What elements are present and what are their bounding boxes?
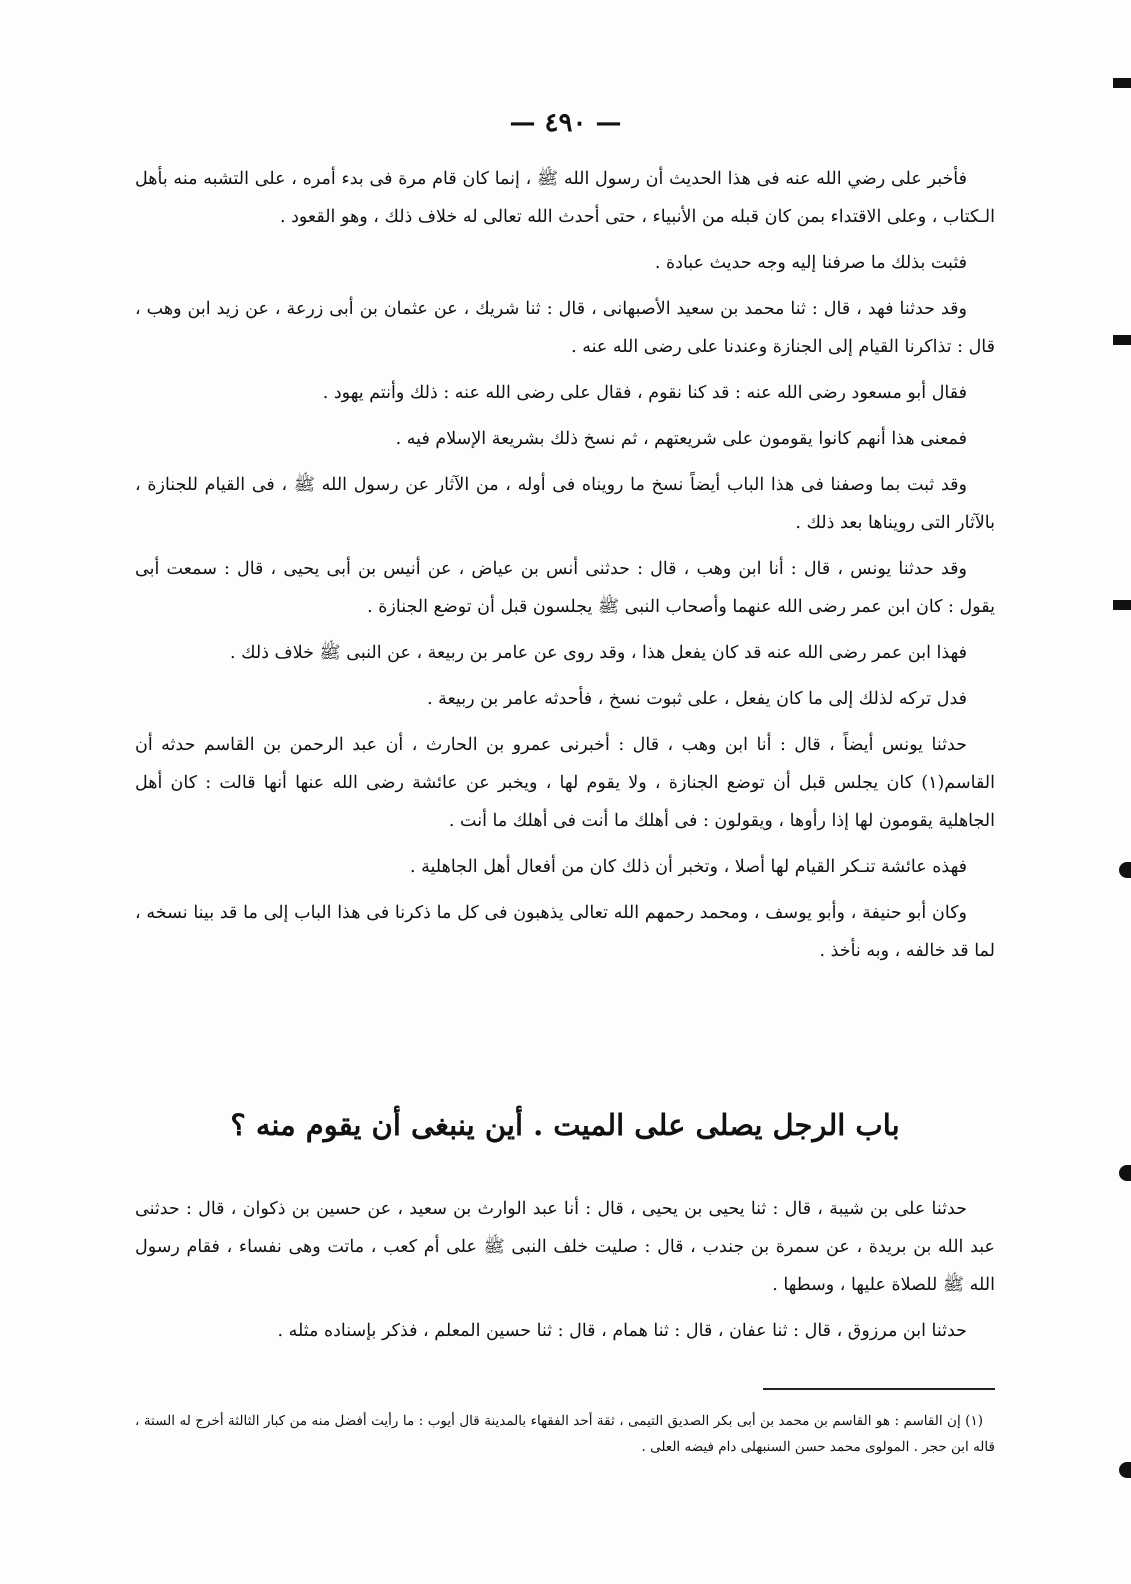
page-edge-mark xyxy=(1119,1165,1131,1181)
paragraph: حدثنا ابن مرزوق ، قال : ثنا عفان ، قال : ثنا همام ، قال : ثنا حسين المعلم ، فذكر بإسناده مثله . xyxy=(277,1321,967,1341)
paragraph: وقد حدثنا يونس ، قال : أنا ابن وهب ، قال : حدثنى أنس بن عياض ، عن أنيس بن أبى يحيى ، قال : سمعت أبى يقول : كان ابن عمر رضى الله عنهما وأصحاب النبى ﷺ يجلسون قبل أن توضع الجنازة . xyxy=(135,559,995,617)
paragraph: وقد حدثنا فهد ، قال : ثنا محمد بن سعيد الأصبهانى ، قال : ثنا شريك ، عن عثمان بن أبى زرعة ، عن زيد ابن وهب ، قال : تذاكرنا القيام إلى الجنازة وعندنا على رضى الله عنه . xyxy=(135,299,995,357)
chapter-text xyxy=(135,1190,995,1358)
paragraph: فثبت بذلك ما صرفنا إليه وجه حديث عبادة . xyxy=(654,253,967,273)
paragraph: فمعنى هذا أنهم كانوا يقومون على شريعتهم ، ثم نسخ ذلك بشريعة الإسلام فيه . xyxy=(395,429,967,449)
footnote-text: (١) إن القاسم : هو القاسم بن محمد بن أبى بكر الصديق التيمى ، ثقة أحد الفقهاء بالمدينة قال أيوب : ما رأيت أفضل منه من كبار الثالثة أخرج له الستة ، قاله ابن حجر . المولوى محمد حسن السنبهلى دام فيضه العلى . xyxy=(135,1413,995,1455)
paragraph: فهذا ابن عمر رضى الله عنه قد كان يفعل هذا ، وقد روى عن عامر بن ربيعة ، عن النبى ﷺ خلاف ذلك . xyxy=(230,643,967,663)
footnote-divider xyxy=(763,1388,995,1390)
paragraph: فهذه عائشة تنـكر القيام لها أصلا ، وتخبر أن ذلك كان من أفعال أهل الجاهلية . xyxy=(410,857,967,877)
paragraph: فدل تركه لذلك إلى ما كان يفعل ، على ثبوت نسخ ، فأحدثه عامر بن ربيعة . xyxy=(426,689,967,709)
page-edge-mark xyxy=(1113,600,1131,610)
paragraph: وكان أبو حنيفة ، وأبو يوسف ، ومحمد رحمهم الله تعالى يذهبون فى كل ما ذكرنا فى هذا الباب إلى ما قد بينا نسخه ، لما قد خالفه ، وبه نأخذ . xyxy=(135,903,995,961)
chapter-title: باب الرجل يصلى على الميت . أين ينبغى أن يقوم منه ؟ xyxy=(230,1108,900,1142)
paragraph: حدثنا يونس أيضاً ، قال : أنا ابن وهب ، قال : أخبرنى عمرو بن الحارث ، أن عبد الرحمن بن القاسم حدثه أن القاسم(١) كان يجلس قبل أن توضع الجنازة ، ولا يقوم لها ، ويخبر عن عائشة رضى الله عنها أنها قالت : كان أهل الجاهلية يقومون لها إذا رأوها ، ويقولون : فى أهلك ما أنت فى أهلك ما أنت . xyxy=(135,735,995,831)
main-text xyxy=(135,160,995,978)
paragraph: حدثنا على بن شيبة ، قال : ثنا يحيى بن يحيى ، قال : أنا عبد الوارث بن سعيد ، عن حسين بن ذكوان ، قال : حدثنى عبد الله بن بريدة ، عن سمرة بن جندب ، قال : صليت خلف النبى ﷺ على أم كعب ، ماتت وهى نفساء ، فقام رسول الله ﷺ للصلاة عليها ، وسطها . xyxy=(135,1199,995,1295)
paragraph: وقد ثبت بما وصفنا فى هذا الباب أيضاً نسخ ما رويناه فى أوله ، من الآثار عن رسول الله ﷺ ، فى القيام للجنازة ، بالآثار التى رويناها بعد ذلك . xyxy=(135,475,995,533)
page-edge-mark xyxy=(1119,1462,1131,1478)
paragraph: فقال أبو مسعود رضى الله عنه : قد كنا نقوم ، فقال على رضى الله عنه : ذلك وأنتم يهود . xyxy=(322,383,967,403)
paragraph: فأخبر على رضي الله عنه فى هذا الحديث أن رسول الله ﷺ ، إنما كان قام مرة فى بدء أمره ، على التشبه منه بأهل الـكتاب ، وعلى الاقتداء بمن كان قبله من الأنبياء ، حتى أحدث الله تعالى له خلاف ذلك ، وهو القعود . xyxy=(135,169,995,227)
page-edge-mark xyxy=(1113,335,1131,345)
page-number: — ٤٩٠ — xyxy=(509,108,622,138)
footnote xyxy=(135,1408,995,1460)
page-edge-mark xyxy=(1113,78,1131,88)
page-edge-mark xyxy=(1119,862,1131,878)
